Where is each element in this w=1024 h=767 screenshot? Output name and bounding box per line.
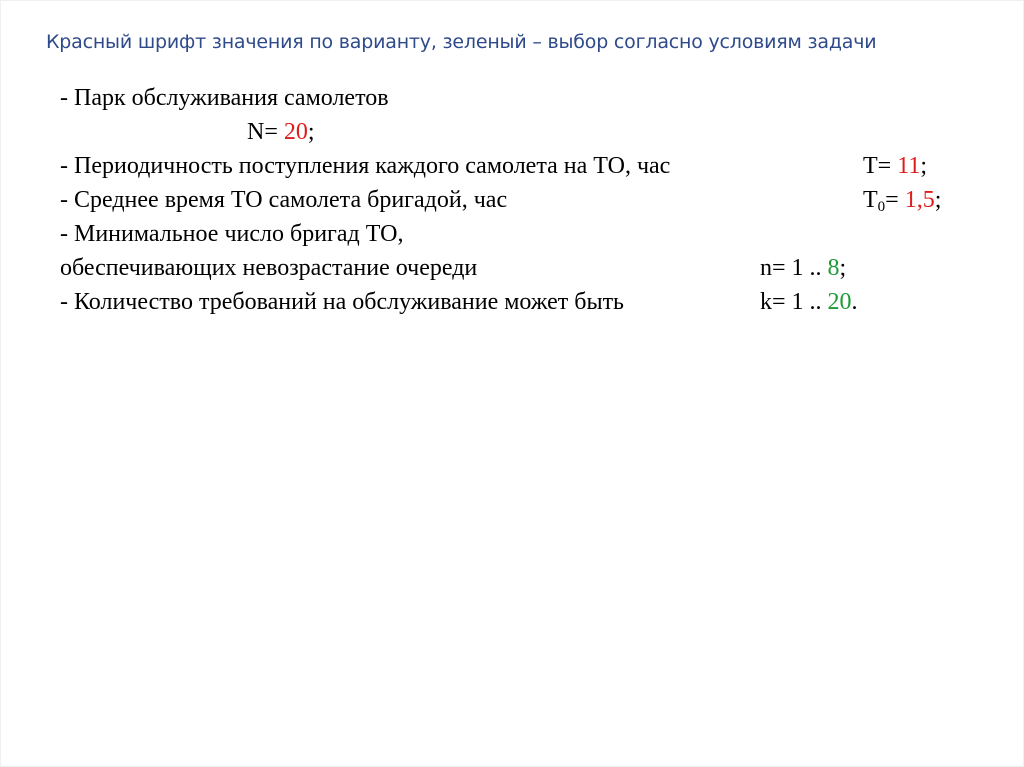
n-value: 20: [283, 119, 308, 145]
k-value: 20: [827, 289, 852, 315]
service-time-line: - Среднее время ТО самолета бригадой, час: [60, 187, 508, 213]
t0-parameter: [863, 183, 941, 217]
t0-eq: =: [885, 187, 905, 213]
aircraft-park-line: - Парк обслуживания самолетов: [60, 85, 389, 111]
t-parameter: [863, 149, 927, 183]
queue-condition-line: обеспечивающих невозрастание очереди: [60, 255, 478, 281]
t0-subscript: 0: [877, 199, 886, 215]
n-small-parameter: [760, 251, 846, 285]
t-value: 11: [897, 153, 921, 179]
page-title: Красный шрифт значения по варианту, зеленый – выбор согласно условиям задачи: [46, 31, 877, 53]
min-brigades-line: - Минимальное число бригад ТО,: [60, 221, 404, 247]
n-small-end: ;: [839, 255, 847, 281]
k-parameter: [760, 285, 858, 319]
n-parameter: [247, 115, 315, 149]
k-label: k= 1 ..: [760, 289, 828, 315]
n-label: N=: [247, 119, 284, 145]
t-label: T=: [863, 153, 898, 179]
n-small-value: 8: [827, 255, 840, 281]
k-end: .: [851, 289, 858, 315]
n-end: ;: [307, 119, 315, 145]
n-small-label: n= 1 ..: [760, 255, 828, 281]
requests-count-line: - Количество требований на обслуживание может быть: [60, 289, 624, 315]
t0-end: ;: [934, 187, 942, 213]
t0-value: 1,5: [904, 187, 935, 213]
periodicity-line: - Периодичность поступления каждого самолета на ТО, час: [60, 153, 671, 179]
t-end: ;: [920, 153, 927, 179]
t0-label: T: [863, 187, 878, 213]
